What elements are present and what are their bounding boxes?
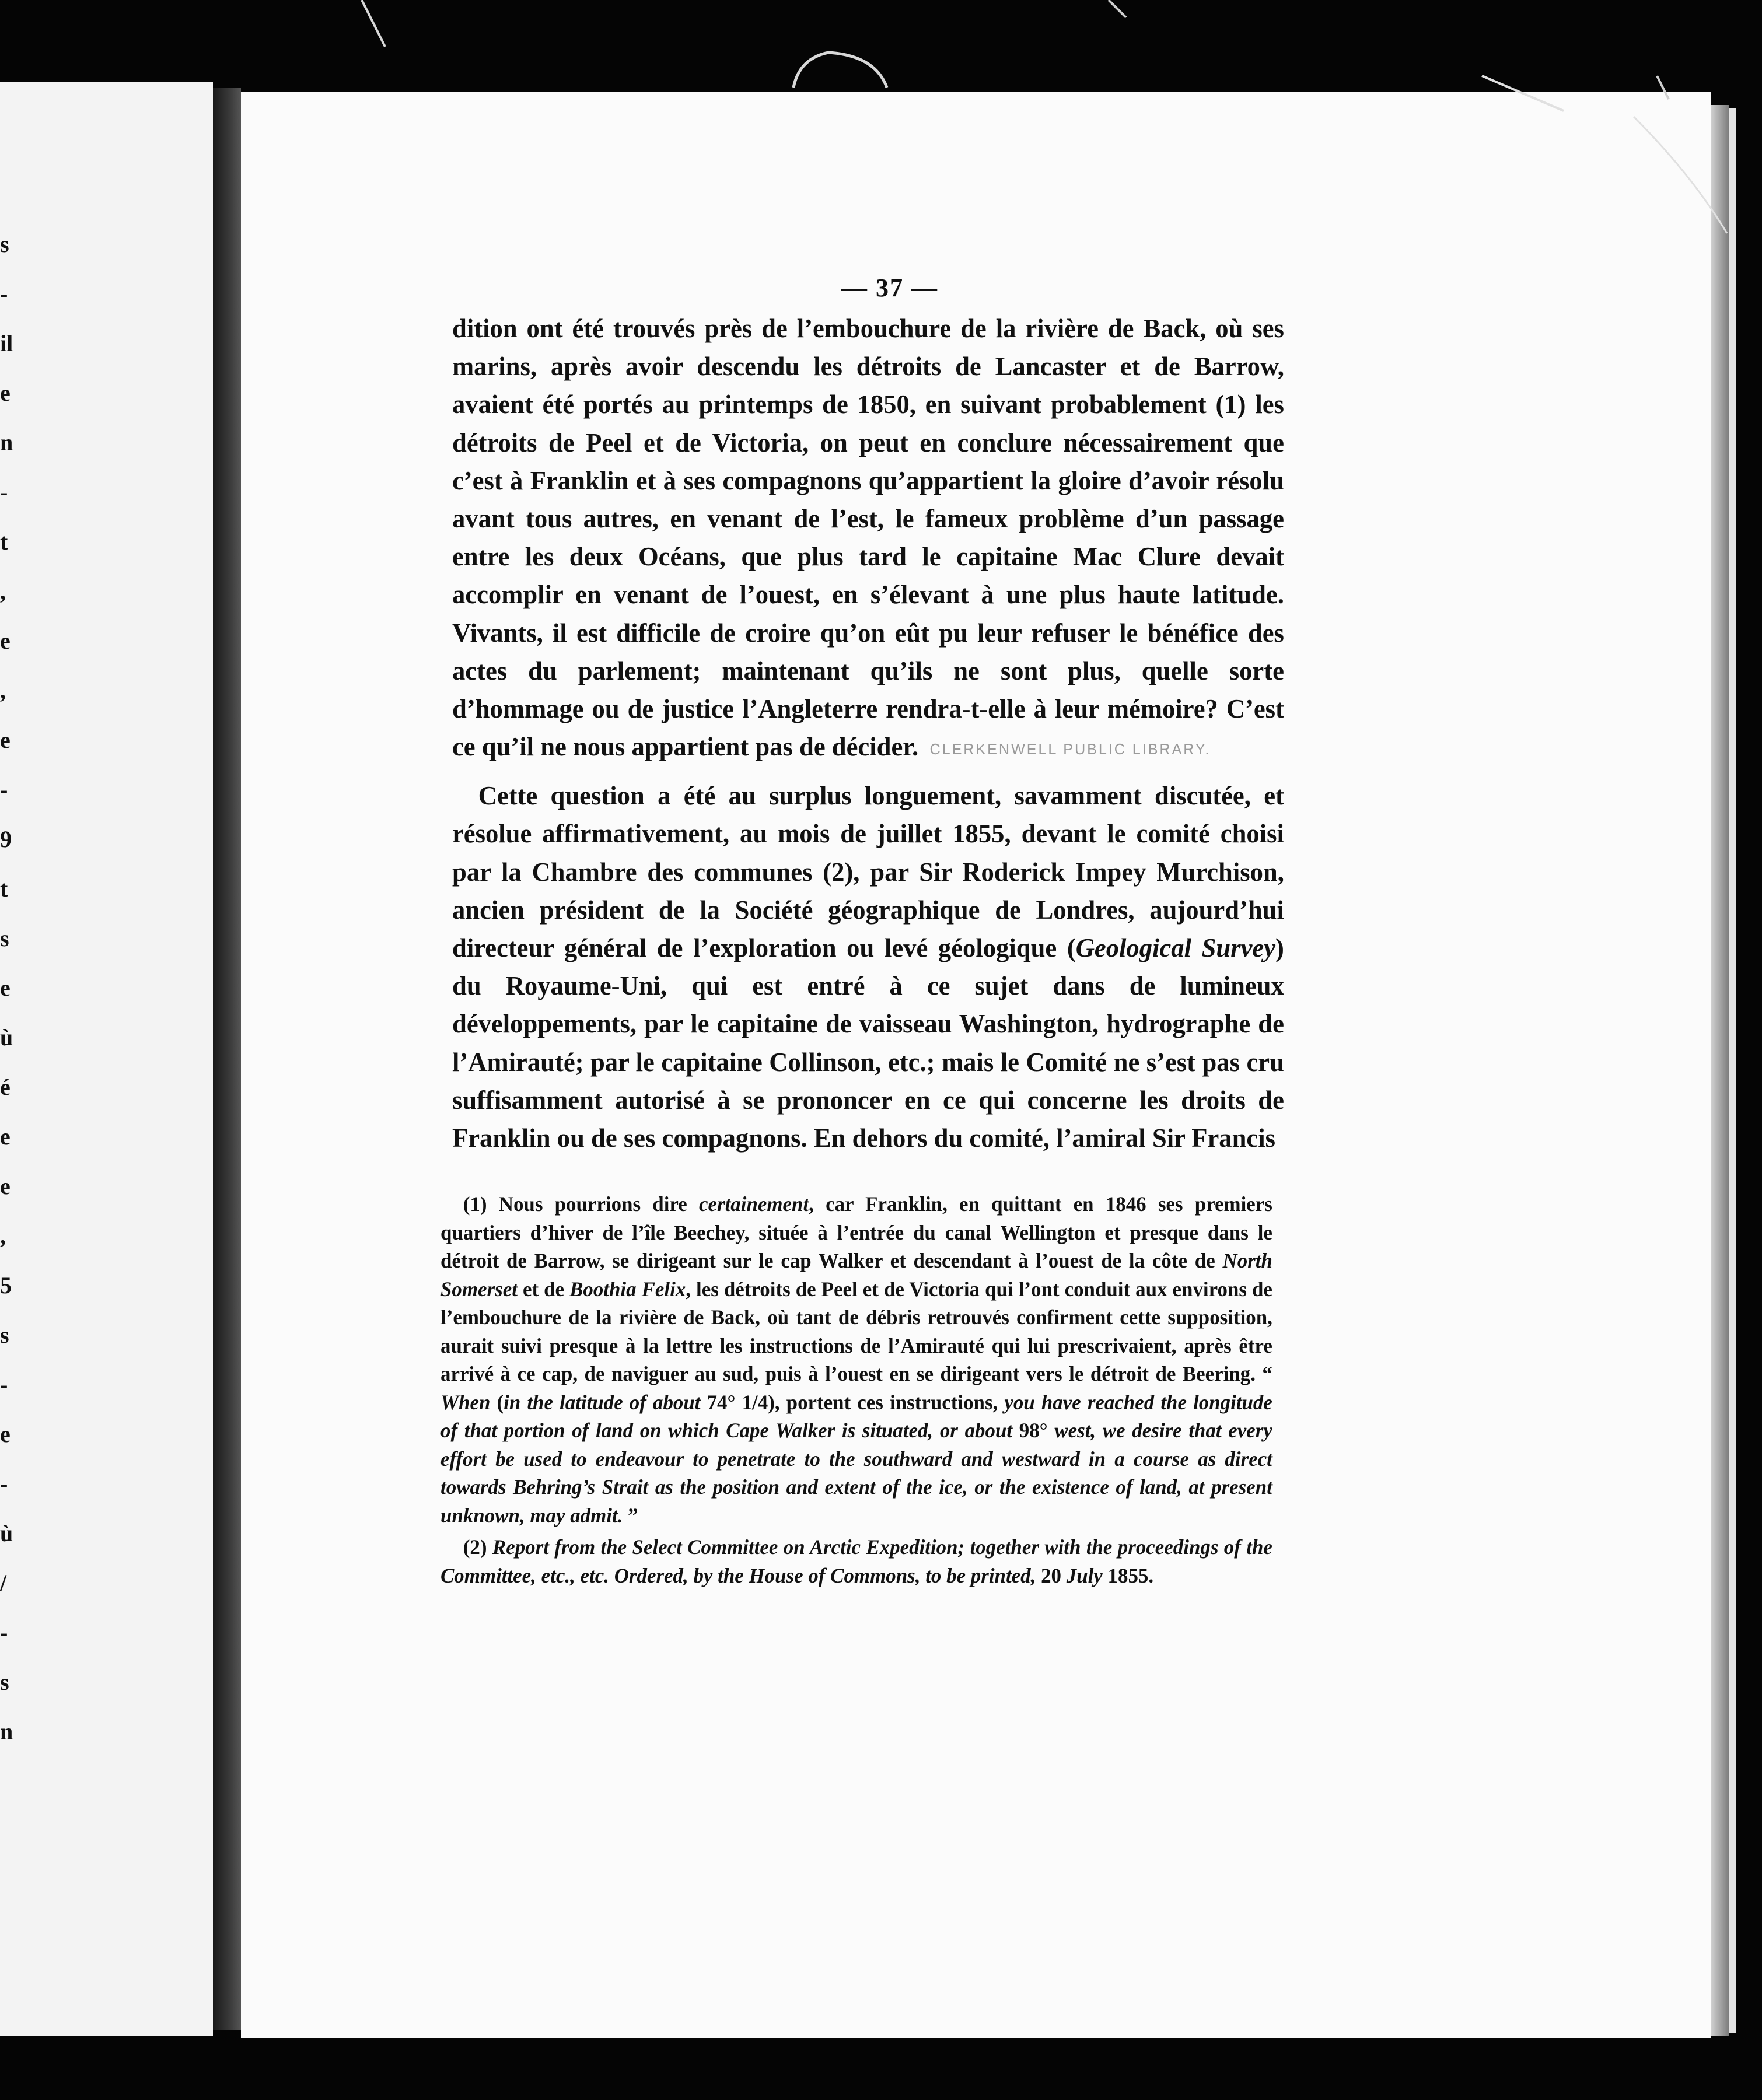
footnote-1-text-e: (: [490, 1390, 504, 1414]
paragraph-1-text: dition ont été trouvés près de l’embouchure de la rivière de Back, où ses marins, après avoir descendu les détroits de Lancaster et de Barrow, avaient été portés au printemps de 1850, en suivant probablement (1) les détroits de Peel et de Victoria, on peut en conclure nécessairement que c’est à Franklin et à ses compagnons qu’appartient la gloire d’avoir résolu avant tous autres, en venant de l’est, le fameux problème d’un passage entre les deux Océans, que plus tard le capitaine Mac Clure devait accomplir en venant de l’ouest, en s’élevant à une plus haute latitude. Vivants, il est difficile de croire qu’on eût pu leur refuser le bénéfice des actes du parlement; maintenant qu’ils ne sont plus, quelle sorte d’hommage ou de justice l’Angleterre rendra-t-elle à leur mémoire? C’est ce qu’il ne nous appartient pas de décider.: [452, 313, 1284, 762]
paragraph-2-text-b: ) du Royaume-Uni, qui est entré à ce sujet dans de lumineux développements, par le capitaine de vaisseau Washington, hydrographe de l’Amirauté; par le capitaine Collinson, etc.; mais le Comité ne s’est pas cru suffisamment autorisé à se prononcer en ce qui concerne les droits de Franklin ou de ses compagnons. En dehors du comité, l’amiral Sir Francis: [452, 933, 1284, 1153]
footnote-2-text-a: (2): [463, 1535, 492, 1559]
edge-character: il: [0, 330, 13, 356]
page-right-edge: [1711, 105, 1729, 2036]
page-right-edge-highlight: [1729, 108, 1736, 2033]
edge-character: e: [0, 727, 11, 753]
edge-character: -: [0, 1619, 8, 1646]
footnote-1-text-f: 74° 1/4), portent ces instructions,: [700, 1390, 1005, 1414]
footnote-1-italic-4: When: [440, 1390, 491, 1414]
footnote-1-italic-2: North Somerset: [440, 1249, 1272, 1301]
footnote-1-text-c: et de: [517, 1277, 570, 1301]
footnote-1-italic-6: you have reached the longitude of that portion of land on which Cape Walker is situated, or about: [440, 1390, 1272, 1442]
book-spine-shadow: [213, 88, 241, 2030]
edge-character: 5: [0, 1272, 12, 1298]
edge-character: -: [0, 281, 8, 307]
edge-character: -: [0, 1471, 8, 1497]
footnotes: [440, 1190, 1272, 1590]
paragraph-2-text-a: Cette question a été au surplus longuement, savamment discutée, et résolue affirmativement, au mois de juillet 1855, devant le comité choisi par la Chambre des communes (2), par Sir Roderick Impey Murchison, ancien président de la Société géographique de Londres, aujourd’hui directeur général de l’exploration ou levé géologique (: [452, 780, 1284, 963]
edge-character: s: [0, 1669, 9, 1695]
footnote-1-italic-5: in the latitude of about: [504, 1390, 701, 1414]
edge-character: ,: [0, 1223, 6, 1249]
footnote-1-italic-7: west, we desire that every effort be used to endeavour to penetrate to the southward and westward in a course as direct towards Behring’s Strait as the position and extent of the ice, or the existence of land, at present unknown, may admit.: [440, 1419, 1272, 1527]
footnote-1-italic-1: certainement: [699, 1192, 809, 1216]
paragraph-2-italic: Geological Survey: [1075, 933, 1276, 963]
adjacent-page-edge: [0, 82, 213, 2036]
edge-character: n: [0, 429, 13, 456]
footnote-1: [440, 1190, 1272, 1530]
paragraph-2: [452, 776, 1284, 1157]
footnote-2-italic-2: July: [1066, 1563, 1103, 1587]
footnote-2-text-c: 1855.: [1102, 1563, 1154, 1587]
edge-character: n: [0, 1718, 13, 1745]
edge-character: ù: [0, 1024, 13, 1051]
edge-character: 9: [0, 826, 12, 852]
edge-character: é: [0, 1074, 11, 1100]
edge-character: e: [0, 1421, 11, 1447]
edge-character: ù: [0, 1520, 13, 1546]
edge-character: -: [0, 1371, 8, 1398]
page-number: — 37 —: [841, 274, 938, 302]
footnote-2-italic-1: Report from the Select Committee on Arctic Expedition; together with the proceedings of the Committee, etc., etc. Ordered, by the House of Commons, to be printed,: [440, 1535, 1272, 1587]
edge-character: /: [0, 1570, 7, 1596]
edge-character: -: [0, 776, 8, 803]
edge-character: t: [0, 528, 8, 555]
library-stamp: CLERKENWELL PUBLIC LIBRARY.: [929, 740, 1211, 758]
edge-character: -: [0, 479, 8, 505]
main-text: [452, 309, 1284, 1157]
edge-character: ,: [0, 677, 6, 704]
edge-character: e: [0, 1173, 11, 1199]
footnote-1-text-d: , les détroits de Peel et de Victoria qui l’ont conduit aux environs de l’embouchure de la rivière de Back, où tant de débris retrouvés confirment cette supposition, aurait suivi presque à la lettre les instructions de l’Amirauté qui lui prescrivaient, après être arrivé à ce cap, de naviguer au sud, puis à l’ouest en se dirigeant vers le détroit de Beering. “: [440, 1277, 1272, 1385]
edge-character: e: [0, 975, 11, 1001]
edge-character: ,: [0, 578, 6, 604]
footnote-1-text-h: ”: [623, 1503, 638, 1527]
edge-character: s: [0, 1322, 9, 1348]
footnote-2: [440, 1533, 1272, 1590]
edge-character: t: [0, 876, 8, 902]
footnote-2-text-b: 20: [1036, 1563, 1067, 1587]
footnote-1-italic-3: Boothia Felix: [569, 1277, 686, 1301]
edge-character: e: [0, 380, 11, 406]
edge-character: e: [0, 1124, 11, 1150]
edge-character: s: [0, 231, 9, 257]
footnote-1-text-g: 98°: [1012, 1419, 1055, 1442]
footnote-1-text-b: , car Franklin, en quittant en 1846 ses premiers quartiers d’hiver de l’île Beechey, située à l’entrée du canal Wellington et presque dans le détroit de Barrow, se dirigeant sur le cap Walker et descendant à l’ouest de la côte de: [440, 1192, 1272, 1272]
footnote-1-text-a: (1) Nous pourrions dire: [463, 1192, 700, 1216]
edge-character: s: [0, 925, 9, 951]
edge-character: e: [0, 628, 11, 654]
paragraph-1: [452, 309, 1284, 768]
